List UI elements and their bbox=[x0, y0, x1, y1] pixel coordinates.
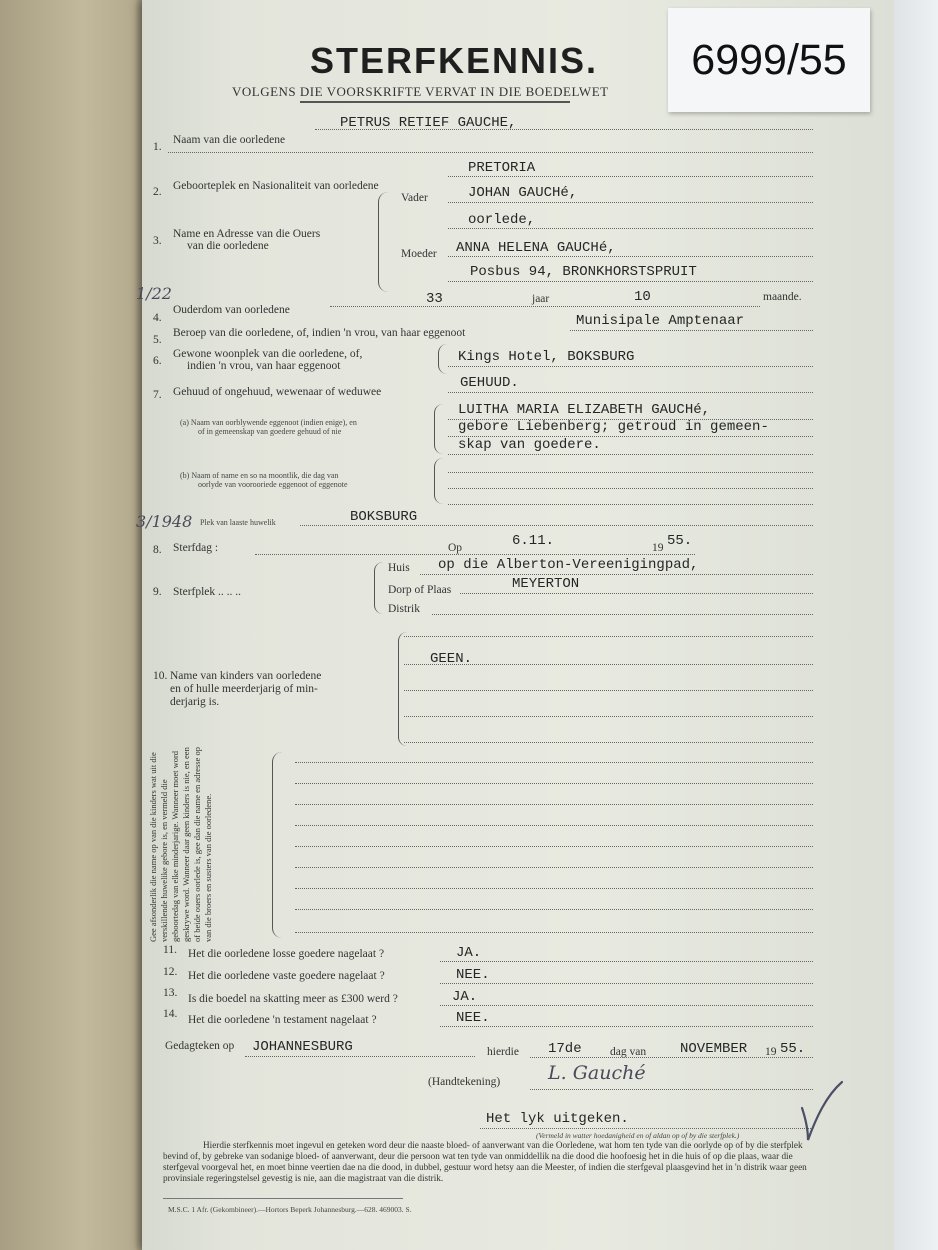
field-line bbox=[530, 1057, 813, 1058]
field-line bbox=[295, 909, 813, 910]
field-line bbox=[330, 306, 760, 307]
field-number: 10. bbox=[153, 670, 168, 682]
previous-spouse-brace bbox=[434, 458, 443, 504]
field-line bbox=[295, 846, 813, 847]
siblings-brace bbox=[272, 752, 283, 938]
field-line bbox=[460, 593, 813, 594]
case-number-label: 6999/55 bbox=[668, 8, 870, 112]
field-label-parents: Name en Adresse van die Ouers bbox=[173, 228, 321, 240]
field-line bbox=[404, 690, 813, 691]
mother-value: ANNA HELENA GAUCHé, bbox=[456, 240, 616, 256]
margin-note-1: 1/22 bbox=[136, 284, 172, 303]
field-line bbox=[245, 1056, 475, 1057]
field-line bbox=[295, 888, 813, 889]
field-line bbox=[448, 504, 813, 505]
day-of-label: dag van bbox=[610, 1046, 647, 1058]
will-value: NEE. bbox=[456, 1010, 490, 1026]
mother-label: Moeder bbox=[401, 248, 437, 260]
field-line bbox=[404, 716, 813, 717]
field-line bbox=[440, 1026, 813, 1027]
signature-value: L. Gauché bbox=[548, 1062, 646, 1084]
field-number: 4. bbox=[153, 312, 162, 324]
deceased-name-value: PETRUS RETIEF GAUCHE, bbox=[340, 115, 517, 131]
age-months-value: 10 bbox=[634, 289, 651, 305]
field-label-children-2: en of hulle meerderjarig of min- bbox=[170, 683, 318, 695]
this-label: hierdie bbox=[487, 1046, 519, 1058]
signature-label: (Handtekening) bbox=[428, 1076, 501, 1088]
field-number: 1. bbox=[153, 141, 162, 153]
field-label-residence-2: indien 'n vrou, van haar eggenoot bbox=[187, 360, 341, 372]
field-line bbox=[432, 614, 813, 615]
field-number: 14. bbox=[163, 1008, 178, 1020]
check-mark-icon bbox=[796, 1078, 848, 1144]
field-line bbox=[530, 1089, 813, 1090]
age-years-value: 33 bbox=[426, 291, 443, 307]
field-label-death-date: Sterfdag : bbox=[173, 542, 219, 554]
right-background bbox=[894, 0, 938, 1250]
death-date-value: 6.11. bbox=[512, 533, 555, 549]
residence-value: Kings Hotel, BOKSBURG bbox=[458, 349, 635, 365]
house-label: Huis bbox=[388, 562, 410, 574]
spouse-detail-value-2: skap van goedere. bbox=[458, 437, 601, 453]
field-line bbox=[448, 472, 813, 473]
field-line bbox=[404, 636, 813, 637]
field-label-children-3: derjarig is. bbox=[170, 696, 220, 708]
field-line bbox=[404, 664, 813, 665]
margin-note-2: 3/1948 bbox=[136, 512, 193, 531]
marriage-place-label: Plek van laaste huwelik bbox=[200, 518, 276, 527]
previous-spouse-label-2: oorlyde van voorooriede eggenoot of eggenote bbox=[198, 480, 348, 489]
spouse-name-value: LUITHA MARIA ELIZABETH GAUCHé, bbox=[458, 402, 711, 418]
death-place-brace bbox=[374, 562, 383, 614]
field-number: 13. bbox=[163, 987, 178, 999]
instructions-footer: Hierdie sterfkennis moet ingevul en geteken word deur die naaste bloed- of aanverwant van die Oorledene, wat hom ten tyde van die oorlyde op of by die sterfplek bevind of, by gebreke van sodanige bloed- of aanverwant, deur die persoon wat ten tyde van onmiddellik na die dood die hoofoesig het in die huis of op die plaas, waar die sterfgeval voorgeval het, en moet binne veertien dae na die dood, in dubbel, gestuur word hetsy aan die Meester, of indien die sterfgeval plaasgevind het in 'n distrik waar geen provinsiale regeringstelsel gevestig is nie, aan die magistraat van die distrik. bbox=[163, 1140, 807, 1183]
field-line bbox=[300, 525, 813, 526]
printer-line: M.S.C. 1 Afr. (Gekombineer).—Hortors Beperk Johannesburg.—628. 469003. S. bbox=[168, 1205, 412, 1214]
field-label-will: Het die oorledene 'n testament nagelaat ? bbox=[188, 1014, 377, 1026]
field-number: 8. bbox=[153, 544, 162, 556]
house-value: op die Alberton-Vereenigingpad, bbox=[438, 557, 699, 573]
immovable-property-value: NEE. bbox=[456, 967, 490, 983]
field-number: 11. bbox=[163, 944, 177, 956]
birthplace-value: PRETORIA bbox=[468, 160, 536, 176]
field-label-age: Ouderdom van oorledene bbox=[173, 304, 290, 316]
field-label-marital: Gehuud of ongehuud, wewenaar of weduwee bbox=[173, 386, 382, 398]
form-subtitle: VOLGENS DIE VOORSKRIFTE VERVAT IN DIE BOEDELWET bbox=[232, 84, 609, 99]
field-line bbox=[480, 1128, 813, 1129]
children-brace bbox=[398, 632, 407, 746]
year-prefix: 19 bbox=[765, 1046, 777, 1058]
children-value: GEEN. bbox=[430, 651, 473, 667]
field-label-movable: Het die oorledene losse goedere nagelaat ? bbox=[188, 948, 385, 960]
day-value: 17de bbox=[548, 1041, 582, 1057]
field-line bbox=[295, 762, 813, 763]
father-status-value: oorlede, bbox=[468, 212, 536, 228]
field-label-immovable: Het die oorledene vaste goedere nagelaat ? bbox=[188, 970, 385, 982]
field-label-death-place: Sterfplek .. .. .. bbox=[173, 586, 242, 598]
field-line bbox=[448, 202, 813, 203]
field-line bbox=[448, 454, 813, 455]
field-number: 6. bbox=[153, 355, 162, 367]
field-line bbox=[448, 228, 813, 229]
field-line bbox=[295, 804, 813, 805]
marriage-place-value: BOKSBURG bbox=[350, 509, 418, 525]
field-line bbox=[440, 983, 813, 984]
field-label-residence: Gewone woonplek van die oorledene, of, bbox=[173, 348, 363, 360]
on-label: Op bbox=[448, 542, 463, 554]
field-line bbox=[440, 961, 813, 962]
movable-property-value: JA. bbox=[456, 945, 482, 961]
field-line bbox=[255, 554, 695, 555]
parents-brace bbox=[378, 192, 389, 292]
field-line bbox=[448, 488, 813, 489]
field-line bbox=[168, 152, 813, 153]
left-page-edge bbox=[0, 0, 150, 1250]
town-value: MEYERTON bbox=[512, 576, 580, 592]
field-line bbox=[315, 129, 813, 130]
field-label-occupation: Beroep van die oorledene, of, indien 'n vrou, van haar eggenoot bbox=[173, 327, 466, 339]
field-line bbox=[448, 256, 813, 257]
field-label-children: Name van kinders van oorledene bbox=[170, 670, 322, 682]
capacity-note: (Vermeld in watter hoedanigheid en of aldan op of by die sterfplek.) bbox=[536, 1131, 740, 1140]
field-line bbox=[570, 330, 813, 331]
capacity-remark-value: Het lyk uitgeken. bbox=[486, 1111, 629, 1127]
field-line bbox=[404, 742, 813, 743]
occupation-value: Munisipale Amptenaar bbox=[576, 313, 745, 329]
field-line bbox=[295, 932, 813, 933]
signed-year-value: 55. bbox=[780, 1041, 806, 1057]
field-label-birthplace: Geboorteplek en Nasionaliteit van oorledene bbox=[173, 180, 379, 192]
father-value: JOHAN GAUCHé, bbox=[468, 185, 578, 201]
district-label: Distrik bbox=[388, 603, 420, 615]
field-line bbox=[295, 825, 813, 826]
dated-at-label: Gedagteken op bbox=[165, 1040, 235, 1052]
estate-value-value: JA. bbox=[452, 989, 478, 1005]
spouse-brace bbox=[434, 404, 443, 454]
field-number: 3. bbox=[153, 235, 162, 247]
mother-address-value: Posbus 94, BRONKHORSTSPRUIT bbox=[470, 264, 697, 280]
instruction-vertical-note: Gee afsonderlik die name op van die kinders wat uit die verskillende huwelike gebore is, en vermeld die geboortedag van elke minderjarige. Wanneer moet word geskrywe word. Wanneer daar geen kinders is nie, en een of beide ouers oorlede is, gee dan die name en adresse op van die broers en susters van die oorledene. bbox=[148, 747, 213, 942]
months-label: maande. bbox=[763, 291, 802, 303]
field-line bbox=[448, 281, 813, 282]
field-label-name: Naam van die oorledene bbox=[173, 134, 286, 146]
field-number: 7. bbox=[153, 389, 162, 401]
field-line bbox=[295, 867, 813, 868]
footer-divider bbox=[163, 1198, 403, 1199]
field-line bbox=[448, 392, 813, 393]
town-label: Dorp of Plaas bbox=[388, 584, 452, 596]
years-label: jaar bbox=[532, 293, 550, 305]
title-underline bbox=[300, 101, 570, 103]
field-label-parents-2: van die oorledene bbox=[187, 240, 269, 252]
residence-brace bbox=[438, 344, 447, 374]
field-number: 5. bbox=[153, 334, 162, 346]
spouse-label: (a) Naam van oorblywende eggenoot (indien enige), en bbox=[180, 418, 357, 427]
field-number: 9. bbox=[153, 586, 162, 598]
spouse-label-2: of in gemeenskap van goedere gehuud of nie bbox=[198, 427, 342, 436]
dated-place-value: JOHANNESBURG bbox=[252, 1039, 353, 1055]
field-number: 2. bbox=[153, 186, 162, 198]
field-line bbox=[448, 176, 813, 177]
month-value: NOVEMBER bbox=[680, 1041, 748, 1057]
field-line bbox=[420, 574, 813, 575]
death-year-value: 55. bbox=[667, 533, 693, 549]
spouse-detail-value: gebore Liebenberg; getroud in gemeen- bbox=[458, 419, 769, 435]
year-prefix: 19 bbox=[652, 542, 664, 554]
field-line bbox=[295, 783, 813, 784]
marital-status-value: GEHUUD. bbox=[460, 375, 519, 391]
father-label: Vader bbox=[401, 192, 428, 204]
field-line bbox=[440, 1005, 813, 1006]
form-title: STERFKENNIS. bbox=[310, 40, 599, 81]
field-number: 12. bbox=[163, 966, 178, 978]
previous-spouse-label: (b) Naam of name en so na moontlik, die dag van bbox=[180, 471, 339, 480]
field-line bbox=[448, 366, 813, 367]
field-label-estate-value: Is die boedel na skatting meer as £300 werd ? bbox=[188, 993, 398, 1005]
